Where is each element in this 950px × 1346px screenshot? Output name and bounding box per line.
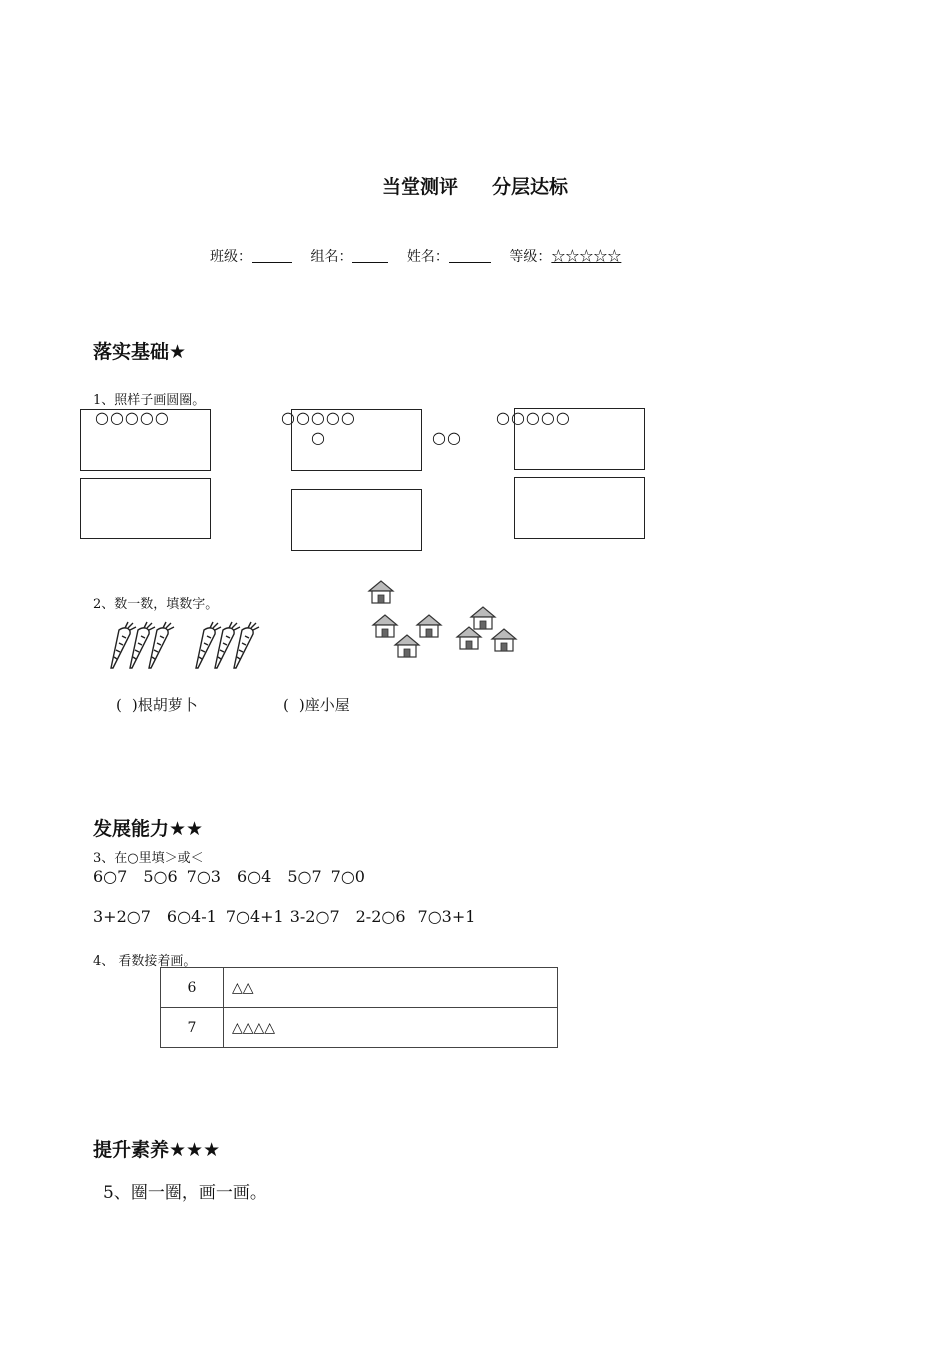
q3-row2 xyxy=(93,907,475,926)
compare-item[interactable]: 3-2○7 xyxy=(289,907,340,926)
compare-item[interactable]: 7○0 xyxy=(330,867,365,886)
grade-label: 等级： xyxy=(509,249,552,265)
student-info-line xyxy=(210,246,621,266)
class-blank[interactable] xyxy=(252,248,292,263)
q5-prompt: 5、圈一圈，画一画。 xyxy=(103,1183,267,1203)
compare-item[interactable]: 7○4+1 xyxy=(225,907,284,926)
q1-box-group3-top[interactable] xyxy=(514,408,645,470)
house-icon xyxy=(395,635,419,657)
compare-item[interactable]: 5○7 xyxy=(287,867,322,886)
class-label: 班级： xyxy=(210,249,252,265)
compare-item[interactable]: 7○3 xyxy=(186,867,221,886)
compare-item[interactable]: 7○3+1 xyxy=(417,907,476,926)
q4-prompt: 4、 看数接着画。 xyxy=(93,954,197,969)
q1-circles-group2-row2: ○ xyxy=(311,428,326,447)
title-left: 当堂测评 xyxy=(381,176,458,198)
q1-circles-group3: ○○○○○ xyxy=(496,408,571,427)
section-heading-develop: 发展能力★★ xyxy=(93,818,204,840)
q1-box-group1-top[interactable] xyxy=(80,409,211,471)
houses-illustration xyxy=(366,578,526,666)
compare-item[interactable]: 6○7 xyxy=(93,867,128,886)
q1-circles-group1: ○○○○○ xyxy=(95,408,170,427)
compare-item[interactable]: 5○6 xyxy=(143,867,178,886)
q1-circles-group2-extra: ○○ xyxy=(432,428,462,447)
q1-box-group2-top[interactable] xyxy=(291,409,422,471)
house-icon xyxy=(369,581,393,603)
q1-circles-group2-row1: ○○○○○ xyxy=(281,408,356,427)
grade-stars[interactable]: ☆☆☆☆☆ xyxy=(551,249,622,265)
page-title xyxy=(0,172,950,199)
q1-box-group3-bottom[interactable] xyxy=(514,477,645,539)
q1-box-group1-bottom[interactable] xyxy=(80,478,211,539)
q1-prompt: 1、照样子画圆圈。 xyxy=(93,393,206,408)
table-cell-shapes[interactable]: △△△△ xyxy=(224,1008,558,1048)
house-icon xyxy=(492,629,516,651)
carrots-illustration xyxy=(105,618,265,674)
house-icon xyxy=(457,627,481,649)
house-icon xyxy=(471,607,495,629)
group-label: 组名： xyxy=(310,249,353,265)
compare-item[interactable]: 3+2○7 xyxy=(93,907,151,926)
house-icon xyxy=(417,615,441,637)
section-heading-basic: 落实基础★ xyxy=(93,341,187,363)
q3-prompt: 3、在○里填＞或＜ xyxy=(93,851,204,866)
table-cell-shapes[interactable]: △△ xyxy=(224,968,558,1008)
table-row xyxy=(161,968,558,1008)
section-heading-improve: 提升素养★★★ xyxy=(93,1139,221,1161)
table-cell-number: 6 xyxy=(161,968,224,1008)
name-label: 姓名： xyxy=(406,249,449,265)
title-right: 分层达标 xyxy=(492,176,569,198)
name-blank[interactable] xyxy=(449,248,491,263)
q1-box-group2-bottom[interactable] xyxy=(291,489,422,551)
house-icon xyxy=(373,615,397,637)
q4-table xyxy=(160,967,558,1048)
compare-item[interactable]: 6○4-1 xyxy=(166,907,217,926)
house-count-caption: ( )座小屋 xyxy=(283,696,350,714)
q2-prompt: 2、数一数，填数字。 xyxy=(93,597,219,612)
table-row xyxy=(161,1008,558,1048)
q3-row1 xyxy=(93,867,365,886)
compare-item[interactable]: 6○4 xyxy=(236,867,272,886)
compare-item[interactable]: 2-2○6 xyxy=(355,907,406,926)
table-cell-number: 7 xyxy=(161,1008,224,1048)
group-blank[interactable] xyxy=(352,248,388,263)
carrot-count-caption: ( )根胡萝卜 xyxy=(116,696,198,714)
